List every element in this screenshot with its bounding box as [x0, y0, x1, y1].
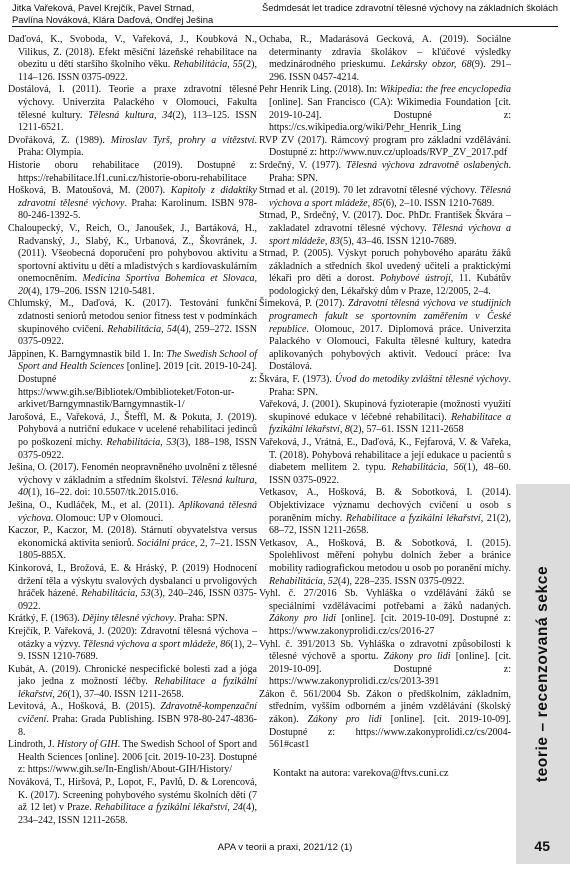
reference-text: (6), 2–10. ISSN 1210-7689.: [382, 197, 495, 209]
reference-source-italic: Kapitoly z didaktiky zdravotní tělesné výchovy: [18, 185, 257, 209]
references-column-left: [8, 34, 257, 827]
reference-source-italic: Tělesná výchova a sport mládeže, 86: [82, 638, 231, 650]
reference-source-italic: Tělesná výchova a sport mládeže, 85: [269, 185, 511, 209]
reference-entry: [8, 613, 257, 626]
reference-text: Kaczor, P., Kaczor, M. (2018). Stárnutí obyvatelstva versus ekonomická aktivita seniorů.: [8, 525, 257, 549]
reference-text: Škvára, F. (1973).: [259, 374, 335, 386]
reference-source-italic: Rehabilitácia, 53: [106, 437, 177, 448]
references-column-right: [259, 34, 511, 780]
reference-text: Strnad, P., Srdečný, V. (2017). Doc. PhDr. František Škvára – zakladatel zdravotní tělesné výchovy.: [259, 210, 511, 234]
reference-source-italic: Tělesná výchova zdravotně oslabených: [345, 159, 509, 171]
reference-text: Jäppinen, K. Barngymnastik bild 1. In:: [8, 348, 167, 360]
reference-text: Hošková, B. Matoušová, M. (2007).: [8, 185, 171, 197]
header-article-title: Šedmdesát let tradice zdravotní tělesné výchovy na základních školách: [262, 2, 558, 13]
reference-text: Strnad et al. (2019). 70 let zdravotní tělesné výchovy.: [259, 185, 480, 197]
reference-text: Chaloupecký, V., Reich, O., Janoušek, J., Bartáková, H., Radvanský, J., Slabý, K., Urbanová, Z., Škovránek, J. (2011). Všeobecná doporučení pro pohybovou aktivitu a sportovní aktivitu u dětí a mladistvých s kardiovaskulárním onemocněním.: [8, 222, 257, 285]
reference-text: Vyhl. č. 391/2013 Sb. Vyhláška o zdravotní způsobilosti k tělesné výchově a sportu.: [259, 638, 511, 663]
reference-text: [online]. [cit. 2019-10-09]. Dostupné z: https://www.zakonyprolidi.cz/cs/2016-27: [269, 613, 511, 637]
reference-entry: [259, 185, 511, 210]
reference-text: (4), 179–206. ISSN 1210-5481.: [28, 285, 155, 297]
reference-source-italic: Rehabilitácia, 52: [269, 575, 338, 587]
reference-entry: [259, 689, 511, 752]
reference-source-italic: Rehabilitace a fyzikální lékařství, 24: [94, 802, 243, 814]
reference-source-italic: Lekársky obzor, 68: [390, 59, 472, 71]
reference-text: Levitová, A., Hošková, B. (2015).: [8, 701, 161, 713]
reference-text: Kinkorová, I., Brožová, E. & Hráský, P. (2019) Hodnocení držení těla a výskytu svalových dysbalancí u prvoligových hráček házené.: [8, 562, 257, 600]
reference-text: Zákon č. 561/2004 Sb. Zákon o předškolním, základním, středním, vyšším odborném a jiném vzdělávání (školský zákon).: [259, 688, 511, 726]
reference-source-italic: Dějiny tělesné výchovy: [82, 613, 174, 625]
reference-text: Nováková, T., Hiršová, P., Lopot, F., Pavlů, D. & Lorencová, K. (2017). Screening pohybového systému školních dětí (7 až 12 let) v Praze.: [8, 777, 257, 814]
reference-text: Chlumský, M., Daďová, K. (2017). Testování funkční zdatnosti seniorů metodou senior fitness test v podmínkách skupinového cvičení.: [8, 298, 257, 335]
reference-entry: [259, 84, 511, 134]
reference-entry: [259, 210, 511, 248]
reference-text: (4), 228–235. ISSN 0375-0922.: [337, 575, 465, 587]
reference-source-italic: Miroslav Tyrš, prohry a vítězství: [110, 134, 255, 146]
reference-source-italic: Sociální práce: [136, 537, 195, 549]
reference-source-italic: Rehabilitace a fyzikální lékařství: [345, 512, 481, 524]
reference-entry: [8, 777, 257, 827]
reference-entry: [8, 563, 257, 613]
header-authors-line-2: Pavlína Nováková, Klára Daďová, Ondřej Ješina: [12, 13, 214, 25]
reference-text: , 2, 7–21. ISSN 1805-885X.: [18, 537, 257, 562]
reference-text: . Praha: Olympia.: [18, 134, 258, 159]
reference-source-italic: Tělesná kultura, 34: [88, 109, 173, 121]
reference-source-italic: Wikipedia: the free encyclopedia: [379, 84, 511, 96]
reference-text: . Praha: Grada Publishing. ISBN 978-80-247-4836-8.: [18, 714, 257, 738]
reference-source-italic: Tělesná výchova a sport mládeže, 83: [269, 222, 511, 247]
reference-text: Lindroth, J.: [8, 739, 57, 751]
reference-text: (4), 234–242, ISSN 1211-2658.: [18, 802, 257, 826]
reference-text: Dvořáková, Z. (1989).: [8, 134, 111, 146]
reference-entry: [8, 664, 257, 702]
reference-entry: [8, 525, 257, 563]
reference-text: Vetkasov, A., Hošková, B. & Sobotková, I. (2014). Objektivizace významu dechových cvičení u osob s poraněním míchy.: [259, 487, 511, 524]
reference-text: (1), 2–9. ISSN 1210-7689.: [18, 638, 257, 663]
reference-text: (2), 57–61. ISSN 1211-2658: [349, 424, 464, 436]
reference-text: Vařeková, J. (2001). Skupinová fyzioterapie (možnosti využití skupinové edukace v léčebné rehabilitaci).: [259, 399, 511, 423]
reference-entry: [259, 437, 511, 487]
reference-text: . Olomouc, 2017. Diplomová práce. Univerzita Palackého v Olomouci, Fakulta tělesné kultury, katedra aplikovaných pohybových aktivit. Vedoucí práce: Iva Dostálová.: [269, 323, 511, 373]
reference-entry: [8, 160, 257, 185]
reference-source-italic: Zákony pro lidi: [383, 651, 451, 663]
reference-text: Jarošová, E., Vařeková, J., Šteffl, M. & Pokuta, J. (2019). Pohybová a nutriční edukace v ucelené rehabilitaci jedinců po poškození míchy.: [8, 411, 257, 448]
reference-text: Ješina, O. (2017). Fenomén neopravněného uvolnění z tělesné výchovy v základním a středním školství.: [8, 462, 257, 486]
reference-entry: [8, 701, 257, 739]
reference-text: (1), 37–40. ISSN 1211-2658.: [67, 688, 184, 700]
reference-text: Dostálová, I. (2011). Teorie a praxe zdravotní tělesné výchovy. Univerzita Palackého v Olomouci, Fakulta tělesné kultury.: [8, 84, 257, 121]
reference-text: . Praha: SPN.: [269, 374, 511, 398]
reference-source-italic: Rehabilitace a fyzikální lékařství, 26: [18, 676, 257, 700]
reference-source-italic: Rehabilitácia, 54: [107, 323, 177, 335]
reference-text: (2), 114–126. ISSN 0375-0922.: [18, 59, 257, 83]
reference-source-italic: Zákony pro lidi: [269, 613, 337, 625]
section-side-label: teorie – recenzovaná sekce: [534, 565, 551, 783]
reference-entry: [259, 399, 511, 437]
footer-journal: APA v teorii a praxi, 2021/12 (1): [217, 842, 353, 853]
reference-text: (1), 16–22. doi: 10.5507/tk.2015.016.: [28, 487, 179, 499]
reference-text: Srdečný, V. (1977).: [259, 159, 346, 171]
reference-entry: [8, 84, 257, 134]
reference-entry: [8, 185, 257, 223]
reference-text: , 11. Kubátův podologický den, Lékařský dům v Praze, 12/2005, 2–4.: [269, 273, 511, 297]
reference-text: Historie oboru rehabilitace (2019). Dostupné z: https://rehabilitace.lf1.cuni.cz/historie-oboru-rehabilitace: [8, 159, 257, 184]
reference-text: . Olomouc: UP v Olomouci.: [50, 512, 164, 524]
reference-source-italic: Úvod do metodiky zvláštní tělesné výchovy: [334, 374, 509, 386]
reference-entry: [259, 160, 511, 185]
reference-text: [online]. San Francisco (CA): Wikimedia Foundation [cit. 2019-10-24]. Dostupné z: https://cs.wikipedia.org/wiki/Pehr_Henrik_Ling: [269, 96, 511, 134]
header-authors-line-1: Jitka Vařeková, Pavel Krejčík, Pavel Strnad,: [12, 2, 195, 13]
reference-text: . Praha: Karolinum. ISBN 978-80-246-1392-5.: [18, 197, 257, 222]
reference-text: (2), 113–125. ISSN 1211-6521.: [18, 109, 257, 134]
page-footer: [0, 835, 570, 857]
reference-entry: [259, 34, 511, 84]
reference-text: (4), 259–272. ISSN 0375-0922.: [18, 323, 257, 348]
reference-entry: [8, 34, 257, 84]
reference-text: . Praha: SPN.: [269, 159, 511, 184]
reference-entry: [8, 500, 257, 525]
reference-source-italic: Tělesná kultura, 40: [18, 474, 258, 499]
reference-text: Kubát, A. (2019). Chronické nespecifické bolesti zad a jóga jako jedna z možností léčby.: [8, 663, 257, 688]
reference-entry: [8, 739, 257, 777]
reference-text: [online]. 2019 [cit. 2019-10-24]. Dostupné z: https://www.gih.se/Bibliotek/Ombiblioteket/Foton-ur-arkivet/Barngymnastik/Barngymnastik-1/: [18, 361, 257, 411]
reference-entry: [8, 462, 257, 500]
reference-entry: [8, 223, 257, 299]
reference-text: Krejčík, P. Vařeková, J. (2020): Zdravotní tělesná výchova – otázky a výzvy.: [8, 625, 257, 650]
reference-entry: [259, 487, 511, 537]
reference-text: (3), 240–246, ISSN 0375-0922.: [18, 588, 257, 612]
page-number: 45: [534, 838, 550, 854]
reference-text: [online]. [cit. 2019-10-09]. Dostupné z: https://www.zakonyprolidi.cz/cs/2013-391: [269, 651, 511, 688]
reference-text: (9). 291–296. ISSN 0457-4214.: [269, 59, 511, 83]
reference-entry: [259, 248, 511, 298]
reference-text: , 21(2), 68–72, ISSN 1211-2658.: [269, 512, 512, 537]
reference-source-italic: The Swedish School of Sport and Health Sciences: [18, 348, 257, 373]
reference-entry: [259, 135, 511, 160]
reference-text: (1), 48–60. ISSN 0375-0922.: [269, 462, 511, 486]
reference-entry: [259, 639, 511, 689]
reference-entry: [8, 626, 257, 664]
reference-text: Vyhl. č. 27/2016 Sb. Vyhláška o vzdělávání žáků se speciálními vzdělávacími potřebami a žáků nadaných.: [259, 588, 511, 612]
reference-text: Ješina, O., Kudláček, M., et al. (2011).: [8, 499, 179, 511]
header-rule: [12, 26, 558, 27]
reference-source-italic: Pohybové ústrojí: [379, 273, 451, 285]
header-authors: [12, 2, 252, 25]
reference-entry: [259, 538, 511, 588]
reference-source-italic: Rehabilitace a fyzikální lékařství, 8: [269, 411, 511, 436]
reference-text: (5), 43–46. ISSN 1210-7689.: [339, 235, 457, 247]
reference-source-italic: Rehabilitácia, 56: [391, 462, 464, 474]
reference-entry: [8, 349, 257, 412]
reference-entry: [259, 374, 511, 399]
reference-text: Pehr Henrik Ling. (2018). In:: [259, 84, 380, 96]
reference-text: Vařeková, J., Vrátná, E., Daďová, K., Fejfarová, V. & Vařeka, T. (2018). Pohybová rehabilitace a její edukace u pacientů s diabetem mellitem 2. typu.: [259, 437, 511, 474]
reference-entry: [259, 588, 511, 638]
reference-source-italic: Aplikovaná tělesná výchova: [18, 499, 257, 524]
reference-source-italic: Zdravotní tělesná výchova ve studijních programech fakult se sportovním zaměřením v České republice: [269, 298, 511, 335]
reference-source-italic: History of GIH: [57, 739, 118, 751]
reference-text: . Praha: SPN.: [173, 613, 228, 625]
reference-source-italic: Rehabilitácia, 53: [81, 588, 151, 600]
reference-entry: [259, 298, 511, 374]
reference-text: Krátký, F. (1963).: [8, 613, 83, 625]
reference-source-italic: Rehabilitácia, 55: [173, 59, 243, 71]
reference-source-italic: Medicina Sportiva Bohemica et Slovaca, 20: [18, 273, 258, 297]
reference-entry: [8, 412, 257, 462]
reference-text: RVP ZV (2017). Rámcový program pro základní vzdělávání. Dostupné z: http://www.nuv.cz/uploads/RVP_ZV_2017.pdf: [259, 134, 511, 159]
reference-text: (3), 188–198, ISSN 0375-0922.: [18, 437, 257, 461]
reference-source-italic: Zákony pro lidi: [307, 714, 382, 726]
reference-text: Šimeková, P. (2017).: [259, 298, 349, 310]
reference-text: [online]. [cit. 2019-10-09]. Dostupné z: https://www.zakonyprolidi.cz/cs/2004-561#cast1: [269, 714, 511, 751]
reference-text: Daďová, K., Svoboda, V., Vařeková, J., Koubková N., Vilikus, Z. (2018). Efekt měsíční lázeňské rehabilitace na obezitu u dětí staršího školního věku.: [8, 34, 257, 71]
reference-text: Ochaba, R., Madarásová Gecková, A. (2019). Sociálne determinanty zdravia školákov – kľúčové výsledky medzinárodného prieskumu.: [259, 34, 511, 71]
reference-text: Vetkasov, A., Hošková, B. & Sobotková, I. (2015). Spolehlivost měření pohybu dolních žeber a bránice mobility radiografickou metodou u osob po poranění míchy.: [259, 537, 511, 574]
reference-entry: [8, 135, 257, 160]
reference-text: Strnad, P. (2005). Výskyt poruch pohybového aparátu žáků základních a středních škol uvedený učiteli a praktickými lékaři pro děti a dorost.: [259, 248, 511, 285]
reference-text: . The Swedish School of Sport and Health Sciences [online]. 2006 [cit. 2019-10-23]. Dostupné z: https://www.gih.se/In-English/About-GIH/History/: [18, 739, 257, 776]
reference-entry: [8, 298, 257, 348]
author-contact: Kontakt na autora: varekova@ftvs.cuni.cz: [273, 767, 449, 779]
reference-source-italic: Zdravotně-kompenzační cvičení: [18, 701, 257, 726]
